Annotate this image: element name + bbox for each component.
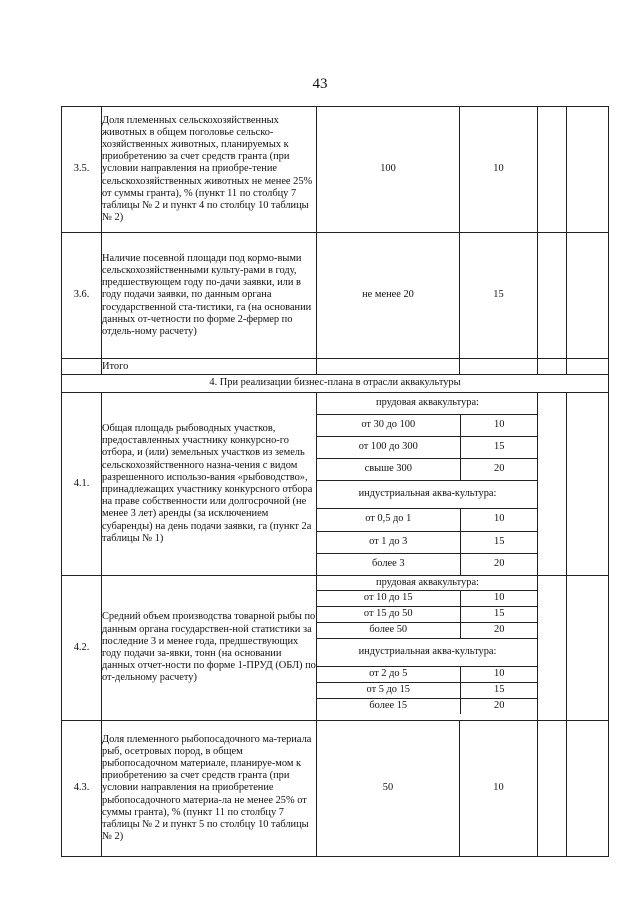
empty-cell — [567, 233, 609, 359]
criterion-value: 100 — [317, 107, 460, 233]
scale-points: 15 — [460, 531, 538, 553]
scale-range: более 15 — [317, 698, 460, 714]
total-label: Итого — [102, 359, 317, 375]
empty-cell — [567, 107, 609, 233]
scale-points: 20 — [460, 698, 538, 714]
scale-table — [317, 576, 538, 714]
criterion-points: 15 — [460, 233, 538, 359]
criterion-description: Наличие посевной площади под кормо-выми сельскохозяйственными культу-рами в году, предшествующем году по-дачи заявки, или в году подачи заявки, по данным органа государственной ста-тистики, га (на основании данных от-четности по форме 2-фермер по отдель-ному расчету) — [102, 233, 317, 359]
scale-header-industrial: индустриальная аква-культура: — [317, 638, 538, 666]
scale-points: 10 — [460, 414, 538, 436]
scale-range: от 100 до 300 — [317, 436, 460, 458]
scale-header-pond: прудовая аквакультура: — [317, 393, 538, 414]
empty-cell — [538, 107, 567, 233]
row-number: 4.1. — [62, 393, 102, 576]
row-number: 3.6. — [62, 233, 102, 359]
scale-points: 20 — [460, 458, 538, 480]
criteria-table — [61, 106, 609, 857]
scale-points: 20 — [460, 553, 538, 575]
empty-cell — [538, 576, 567, 721]
criterion-description: Доля племенных сельскохозяйственных животных в общем поголовье сельско-хозяйственных животных, планируемых к приобретению за счет средств гранта (при условии направления на приобре-тение сельскохозяйственных животных не менее 25% от суммы гранта), % (пункт 11 по столбцу 7 таблицы № 2 и пункт 4 по столбцу 10 таблицы № 2) — [102, 107, 317, 233]
table-row-3-6 — [62, 233, 609, 359]
empty-cell — [567, 393, 609, 576]
scale-range: от 15 до 50 — [317, 606, 460, 622]
scale-range: более 3 — [317, 553, 460, 575]
empty-cell — [62, 359, 102, 375]
scale-points: 10 — [460, 590, 538, 606]
empty-cell — [317, 359, 460, 375]
scale-range: от 5 до 15 — [317, 682, 460, 698]
table-row-4-1 — [62, 393, 609, 576]
criterion-value: не менее 20 — [317, 233, 460, 359]
empty-cell — [567, 721, 609, 857]
scale-range: более 50 — [317, 622, 460, 638]
page-number: 43 — [312, 76, 328, 92]
criterion-description: Общая площадь рыбоводных участков, предоставленных участнику конкурсно-го отбора, и (или) земельных участков из земель сельскохозяйственного назна-чения с видом разрешенного использо-вания «рыбоводство», принадлежащих участнику конкурсного отбора на праве собственности или долгосрочной (не менее 3 лет) аренды (за исключением субаренды) на день подачи заявки, га (пункт 2а таблицы № 1) — [102, 393, 317, 576]
scale-range: от 2 до 5 — [317, 666, 460, 682]
empty-cell — [538, 233, 567, 359]
scale-range: от 1 до 3 — [317, 531, 460, 553]
scale-points: 15 — [460, 682, 538, 698]
criterion-description: Средний объем производства товарной рыбы по данным органа государствен-ной статистики за последние 3 и менее года, предшествующих году подачи за-явки, тонн (на основании данных отчет-ности по форме 1-ПРУД (ОБЛ) по от-дельному расчету) — [102, 576, 317, 721]
scale-header-pond: прудовая аквакультура: — [317, 576, 538, 590]
section-heading: 4. При реализации бизнес-плана в отрасли аквакультуры — [62, 375, 609, 393]
scale-header-industrial: индустриальная аква-культура: — [317, 480, 538, 508]
table-row-4-2 — [62, 576, 609, 721]
scale-range: от 30 до 100 — [317, 414, 460, 436]
criterion-points: 10 — [460, 721, 538, 857]
scale-points: 10 — [460, 508, 538, 531]
criterion-value: 50 — [317, 721, 460, 857]
table-row-4-3 — [62, 721, 609, 857]
criterion-description: Доля племенного рыбопосадочного ма-териала рыб, осетровых пород, в общем рыбопосадочном материале, планируе-мом к приобретению за счет средств гранта (при условии направления на приобретение рыбопосадочного материа-ла не менее 25% от суммы гранта), % (пункт 11 по столбцу 7 таблицы № 2 и пункт 5 по столбцу 10 таблицы № 2) — [102, 721, 317, 857]
scale-points: 20 — [460, 622, 538, 638]
table-row-3-5 — [62, 107, 609, 233]
empty-cell — [538, 393, 567, 576]
scale-table — [317, 393, 538, 575]
scale-range: свыше 300 — [317, 458, 460, 480]
empty-cell — [538, 359, 567, 375]
scale-points: 10 — [460, 666, 538, 682]
scale-points: 15 — [460, 606, 538, 622]
criterion-scale — [317, 576, 538, 721]
row-number: 4.3. — [62, 721, 102, 857]
row-number: 4.2. — [62, 576, 102, 721]
table-row-total — [62, 359, 609, 375]
scale-range: от 0,5 до 1 — [317, 508, 460, 531]
criterion-scale — [317, 393, 538, 576]
row-number: 3.5. — [62, 107, 102, 233]
empty-cell — [538, 721, 567, 857]
scale-range: от 10 до 15 — [317, 590, 460, 606]
empty-cell — [567, 359, 609, 375]
criterion-points: 10 — [460, 107, 538, 233]
empty-cell — [460, 359, 538, 375]
empty-cell — [567, 576, 609, 721]
section-heading-row — [62, 375, 609, 393]
scale-points: 15 — [460, 436, 538, 458]
